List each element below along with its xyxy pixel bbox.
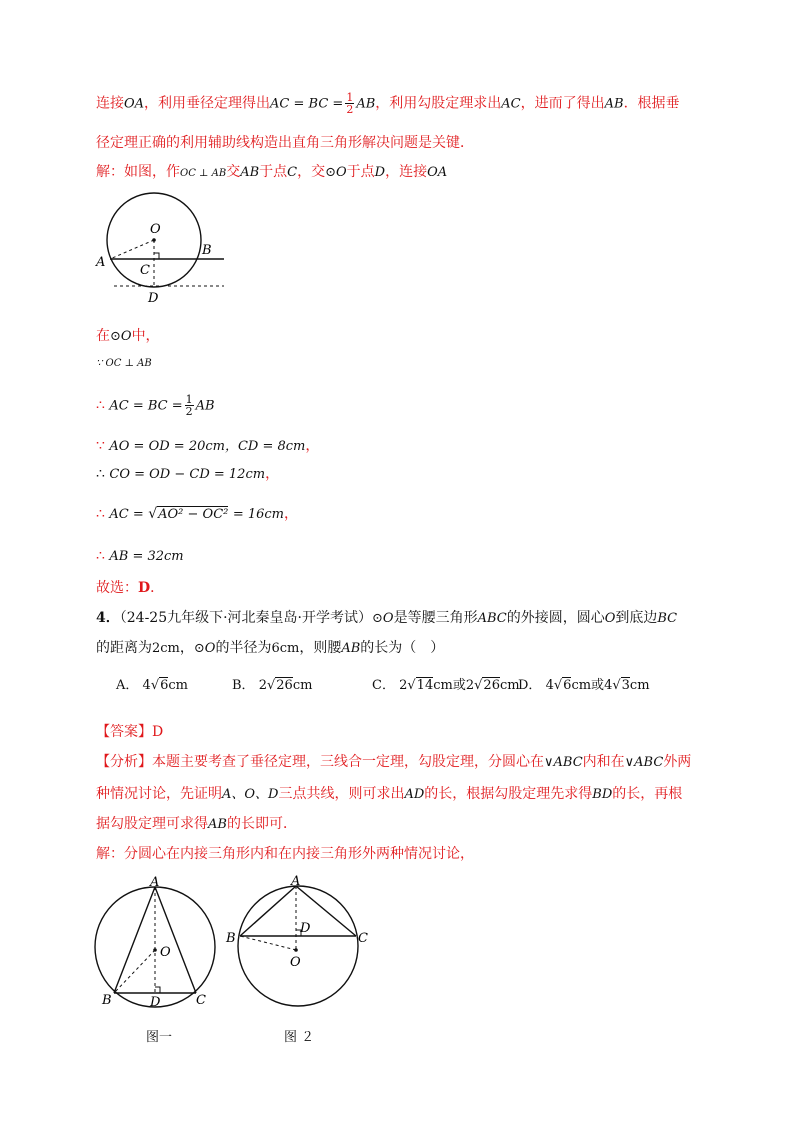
step-5	[96, 464, 279, 485]
text: 于点	[346, 164, 375, 180]
answer-line	[96, 722, 163, 742]
denominator: 2	[185, 405, 193, 418]
text: 是等腰三角形	[393, 610, 478, 626]
figure-inside-case	[92, 874, 222, 1010]
math: 2	[258, 678, 267, 693]
text: 的长，再根	[612, 786, 683, 802]
math-sqrt: 14	[416, 678, 434, 693]
text: 种情况讨论，先证明	[96, 786, 222, 802]
math: = 16cm	[232, 507, 284, 522]
text: 连接	[96, 95, 124, 112]
text: 到底边	[615, 610, 658, 626]
math: C	[287, 165, 298, 180]
math: D	[374, 165, 386, 180]
option-label: C．	[372, 678, 395, 693]
segment-ob	[114, 950, 155, 993]
label-c: C	[358, 931, 368, 946]
right-angle-mark	[155, 987, 160, 993]
math: AC = BC =	[109, 398, 183, 414]
math: ⊙O	[372, 611, 394, 626]
text: ，利用垂径定理得出	[144, 95, 271, 112]
segment-ob	[240, 936, 296, 950]
text: ∴	[96, 506, 105, 522]
text: 三点共线，则可求出	[278, 786, 405, 802]
text: ∴	[96, 397, 105, 414]
math-sqrt: AO² − OC²	[158, 507, 229, 522]
answer-value: D	[152, 724, 164, 740]
analysis-line-4: 解：分圆心在内接三角形内和在内接三角形外两种情况讨论，	[96, 846, 474, 862]
text: 故选：	[96, 580, 138, 596]
step-8	[96, 578, 164, 598]
text: 交	[226, 164, 241, 180]
text: 的长为（ ）	[360, 640, 445, 656]
math: AO = OD = 20cm，CD = 8cm	[109, 439, 306, 454]
math: 6cm	[271, 641, 300, 656]
label-a: A	[291, 874, 301, 889]
right-angle-mark	[154, 253, 159, 259]
text: 中，	[131, 328, 160, 344]
figure-caption-2: 图 ２	[284, 1030, 315, 1045]
analysis-label: 【分析】	[96, 754, 152, 770]
math-sqrt: 6	[160, 678, 169, 693]
text: ，则腰	[299, 640, 342, 656]
math: 4	[545, 678, 554, 693]
option-d[interactable]: D． 4√6cm或4√3cm	[518, 678, 650, 693]
math: AB	[208, 817, 227, 832]
text: ，交	[297, 164, 326, 180]
math: cm	[433, 678, 453, 693]
math: cm	[571, 678, 592, 693]
intro-line-2: 径定理正确的利用辅助线构造出直角三角形解决问题是关键．	[96, 135, 474, 151]
text: ∴	[96, 466, 105, 482]
analysis-line-2	[96, 784, 682, 805]
text: ，	[265, 466, 280, 482]
label-d: D	[150, 995, 161, 1010]
text: 的距离为	[96, 640, 152, 656]
figure-outside-case	[224, 872, 374, 1012]
text: ，	[305, 438, 320, 454]
text: ，	[284, 506, 298, 522]
math: AB	[604, 96, 624, 112]
label-o: O	[290, 955, 301, 970]
step-2: ∵ OC ⊥ AB	[96, 358, 152, 369]
label-b: B	[226, 931, 236, 946]
figure-circle-chord	[92, 188, 232, 304]
analysis-line-3	[96, 814, 297, 835]
center-point	[294, 948, 298, 952]
label-b: B	[102, 993, 112, 1008]
label-d: D	[300, 921, 311, 936]
math: ABC	[477, 611, 507, 626]
denominator: 2	[346, 103, 354, 116]
math: O	[604, 611, 616, 626]
text: 内和在	[582, 754, 625, 770]
math: ⊙O	[193, 641, 216, 656]
label-c: C	[140, 263, 150, 278]
side-ab	[114, 887, 155, 993]
text: 的长，根据勾股定理先求得	[424, 786, 593, 802]
math: A、O、D	[222, 787, 279, 802]
text: D	[138, 580, 151, 596]
text: 的半径为	[215, 640, 272, 656]
label-b: B	[202, 243, 212, 258]
text: ，进而了得出	[520, 95, 605, 112]
source: （24-25九年级下·河北秦皇岛·开学考试）	[119, 610, 373, 626]
question-number: 4．	[96, 610, 120, 626]
math: AB	[195, 398, 215, 414]
analysis-line-1	[96, 752, 691, 773]
option-a[interactable]: A． 4√6cm	[116, 678, 188, 693]
text: ∵	[96, 438, 105, 454]
math: AC =	[109, 507, 144, 522]
step-7	[96, 546, 184, 567]
center-point	[153, 948, 157, 952]
figure-caption-1: 图一	[146, 1030, 173, 1045]
step-4	[96, 436, 319, 457]
math: 2cm	[152, 641, 180, 656]
math: BC	[657, 611, 678, 626]
label-c: C	[196, 993, 206, 1008]
option-label: D．	[518, 678, 542, 693]
segment-oa	[110, 240, 154, 259]
intro-line-1	[96, 92, 680, 115]
intro-line-3	[96, 162, 447, 184]
question-4-line-1	[96, 608, 677, 629]
text: 的长即可．	[226, 816, 297, 832]
math: ∨ABC	[544, 755, 583, 770]
label-a: A	[150, 875, 160, 890]
math: AB = 32cm	[109, 549, 184, 564]
math: cm	[168, 678, 188, 693]
math: 2	[465, 678, 475, 693]
text: 在	[96, 328, 110, 344]
math: cm	[499, 678, 520, 693]
text: 据勾股定理可求得	[96, 816, 208, 832]
math: OC ⊥ AB	[180, 168, 227, 179]
numerator: 1	[185, 393, 193, 406]
label-a: A	[96, 255, 106, 270]
label-d: D	[148, 291, 159, 304]
text: 解：如图，作	[96, 164, 180, 180]
text: 于点	[259, 164, 288, 180]
math: ⊙O	[325, 165, 347, 180]
math: CO = OD − CD = 12cm	[109, 467, 266, 482]
math: AC	[501, 96, 521, 112]
text: 或	[452, 678, 466, 693]
label-o: O	[150, 222, 161, 237]
text: 或	[591, 678, 605, 693]
math: AB	[356, 96, 376, 112]
step-6: ∴ AC = √AO² − OC² = 16cm，	[96, 506, 298, 522]
text: ，连接	[385, 164, 428, 180]
text: ，	[179, 640, 194, 656]
option-b[interactable]: B． 2√26cm	[232, 678, 313, 693]
math: AD	[404, 787, 425, 802]
option-label: A．	[116, 678, 139, 693]
text: 的外接圆，圆心	[506, 610, 605, 626]
math: AB	[341, 641, 361, 656]
math: cm	[629, 678, 650, 693]
option-label: B．	[232, 678, 255, 693]
math: OA	[427, 165, 448, 180]
text: 本题主要考查了垂径定理，三线合一定理，勾股定理，分圆心在	[152, 754, 544, 770]
math: BD	[592, 787, 613, 802]
math-sqrt: 6	[563, 678, 572, 693]
fraction	[345, 92, 354, 115]
math: OA	[124, 96, 145, 112]
text: ，利用勾股定理求出	[375, 95, 502, 112]
label-o: O	[160, 945, 171, 960]
numerator: 1	[346, 91, 354, 104]
circle-o	[238, 886, 358, 1006]
step-1	[96, 326, 160, 347]
option-c[interactable]: C． 2√14cm或2√26cm	[372, 678, 520, 693]
math: AB	[240, 165, 260, 180]
step-3	[96, 394, 215, 417]
fraction	[185, 394, 194, 417]
text: ∴	[96, 548, 105, 564]
math: 4	[142, 678, 151, 693]
math: ∨ABC	[624, 755, 664, 770]
math-sqrt: 3	[621, 678, 630, 693]
math: ⊙O	[110, 329, 132, 344]
math: cm	[292, 678, 313, 693]
math-sqrt: 26	[276, 678, 293, 693]
text: ．	[150, 580, 165, 596]
math: 4	[604, 678, 613, 693]
math: 2	[399, 678, 408, 693]
side-ac	[155, 887, 196, 993]
text: 外两	[663, 754, 692, 770]
center-point	[152, 238, 156, 242]
math-sqrt: 26	[483, 678, 500, 693]
answer-label: 【答案】	[96, 724, 152, 740]
math: AC = BC =	[270, 96, 344, 112]
text: ．根据垂	[623, 95, 680, 112]
question-4-line-2	[96, 638, 444, 659]
